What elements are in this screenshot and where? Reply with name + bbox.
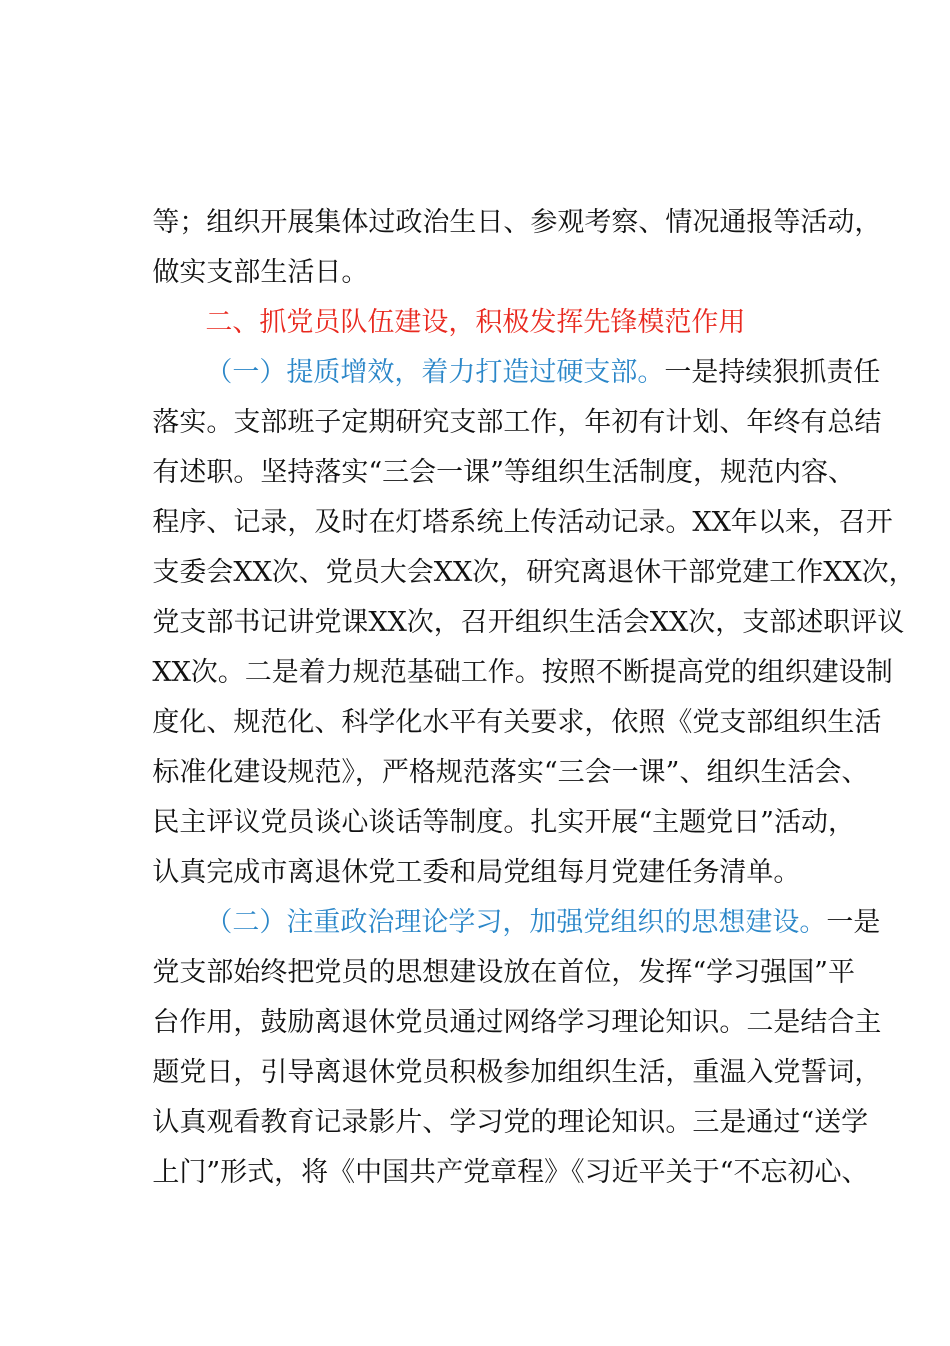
text-segment: 题党日，引导离退休党员积极参加组织生活，重温入党誓词， (152, 1057, 882, 1088)
text-segment: 有述职。坚持落实“三会一课”等组织生活制度，规范内容、 (152, 457, 855, 488)
text-segment: 等；组织开展集体过政治生日、参观考察、情况通报等活动， (152, 207, 882, 238)
text-segment: 上门”形式，将《中国共产党章程》《习近平关于“不忘初心、 (152, 1157, 869, 1188)
subheading-text: （二）注重政治理论学习，加强党组织的思想建设。 (205, 907, 827, 938)
text-segment: 民主评议党员谈心谈话等制度。扎实开展“主题党日”活动， (152, 807, 855, 838)
text-segment: 落实。支部班子定期研究支部工作，年初有计划、年终有总结 (152, 407, 882, 438)
text-segment: 党支部始终把党员的思想建设放在首位，发挥“学习强国”平 (152, 957, 855, 988)
text-segment: 程序、记录，及时在灯塔系统上传活动记录。XX年以来，召开 (152, 507, 893, 538)
text-segment: 一是 (826, 907, 881, 938)
text-segment: 做实支部生活日。 (152, 257, 369, 288)
subheading-text: （一）提质增效，着力打造过硬支部。 (205, 357, 665, 388)
text-segment: XX次。二是着力规范基础工作。按照不断提高党的组织建设制 (152, 657, 893, 688)
text-segment: 认真完成市离退休党工委和局党组每月党建任务清单。 (152, 857, 801, 888)
heading-text: 二、抓党员队伍建设，积极发挥先锋模范作用 (205, 307, 746, 338)
text-segment: 台作用，鼓励离退休党员通过网络学习理论知识。二是结合主 (152, 1007, 882, 1038)
text-segment: 党支部书记讲党课XX次，召开组织生活会XX次，支部述职评议 (152, 607, 905, 638)
text-segment: 支委会XX次、党员大会XX次，研究离退休干部党建工作XX次， (152, 557, 916, 588)
text-segment: 认真观看教育记录影片、学习党的理论知识。三是通过“送学 (152, 1107, 869, 1138)
text-segment: 度化、规范化、科学化水平有关要求，依照《党支部组织生活 (152, 707, 882, 738)
text-segment: 标准化建设规范》，严格规范落实“三会一课”、组织生活会、 (152, 757, 869, 788)
text-segment: 一是持续狠抓责任 (664, 357, 881, 388)
